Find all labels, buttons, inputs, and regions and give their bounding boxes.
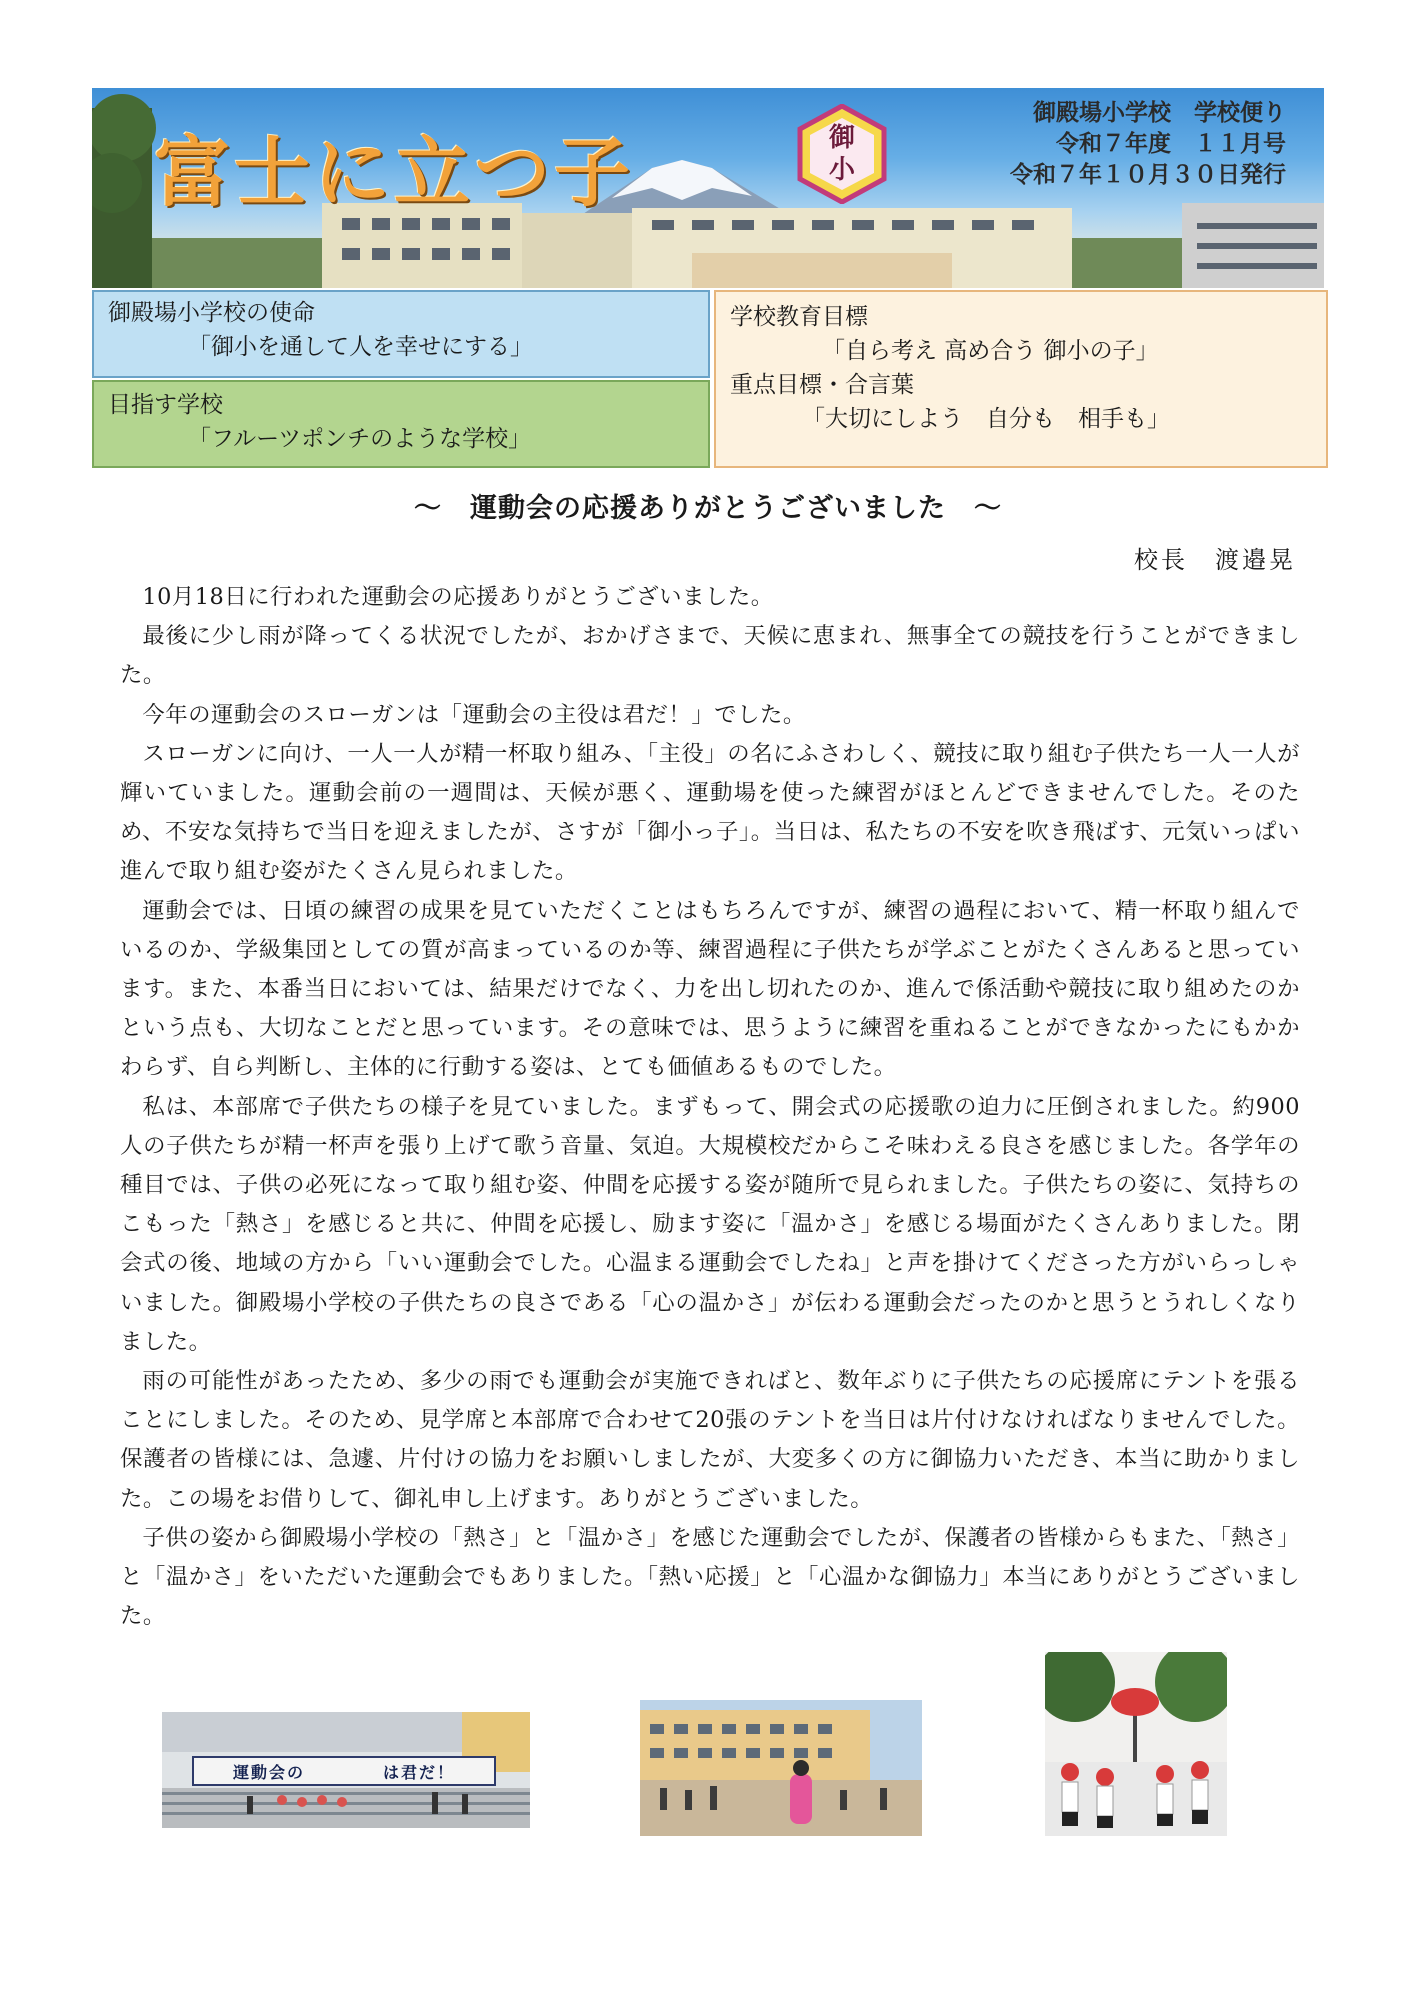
sports-day-slogan-banner — [192, 1756, 496, 1786]
focus-text: 「大切にしよう 自分も 相手も」 — [802, 406, 1170, 432]
newsletter-title: 富士に立つ子 — [154, 128, 634, 217]
aim-text: 「フルーツポンチのような学校」 — [188, 426, 532, 452]
emblem-bottom-char: 小 — [828, 155, 855, 185]
emblem-top-char: 御 — [828, 123, 855, 153]
slogan-right: は君だ！ — [382, 1762, 455, 1782]
article-paragraph: スローガンに向け、一人一人が精一杯取り組み、「主役」の名にふさわしく、競技に取り組む子供たち一人一人が輝いていました。運動会前の一週間は、天候が悪く、運動場を使った練習がほとんどできませんでした。そのため、不安な気持ちで当日を迎えましたが、さすが「御小っ子」。当日は、私たちの不安を吹き飛ばす、元気いっぱい進んで取り組む姿がたくさん見られました。 — [120, 740, 1300, 885]
issue-info — [1010, 98, 1286, 191]
article-paragraph: 今年の運動会のスローガンは「運動会の主役は君だ！」でした。 — [142, 701, 806, 728]
slogan-left: 運動会の — [232, 1762, 305, 1782]
article-paragraph: 私は、本部席で子供たちの様子を見ていました。まずもって、開会式の応援歌の迫力に圧倒されました。約900人の子供たちが精一杯声を張り上げて歌う音量、気迫。大規模校だからこそ味わえる良さを感じました。各学年の種目では、子供の必死になって取り組む姿、仲間を応援する姿が随所で見られました。子供たちの姿に、気持ちのこもった「熱さ」を感じると共に、仲間を応援し、励ます姿に「温かさ」を感じる場面がたくさんありました。閉会式の後、地域の方から「いい運動会でした。心温まる運動会でしたね」と声を掛けてくださった方がいらっしゃいました。御殿場小学校の子供たちの良さである「心の温かさ」が伝わる運動会だったのかと思うとうれしくなりました。 — [120, 1093, 1300, 1355]
article-paragraph: 10月18日に行われた運動会の応援ありがとうございました。 — [142, 584, 774, 610]
article-paragraph: 最後に少し雨が降ってくる状況でしたが、おかげさまで、天候に恵まれ、無事全ての競技を行うことができました。 — [120, 623, 1300, 689]
sports-day-field-photo — [640, 1700, 922, 1836]
education-goal-box — [714, 290, 1328, 468]
sports-day-ball-toss-photo — [1045, 1652, 1227, 1836]
mission-text: 「御小を通して人を幸せにする」 — [188, 334, 533, 360]
issue-number-line: 令和７年度 １１月号 — [1056, 131, 1286, 157]
article-author: 校長 渡邉晃 — [1134, 546, 1296, 574]
article-body — [120, 578, 1300, 1636]
article-headline: ～ 運動会の応援ありがとうございました ～ — [414, 493, 1002, 524]
article-paragraph: 運動会では、日頃の練習の成果を見ていただくことはもちろんですが、練習の過程において、精一杯取り組んでいるのか、学級集団としての質が高まっているのか等、練習過程に子供たちが学ぶことがたくさんあると思っています。また、本番当日においては、結果だけでなく、力を出し切れたのか、進んで係活動や競技に取り組めたのかという点も、大切なことだと思っています。その意味では、思うように練習を重ねることができなかったにもかかわらず、自ら判断し、主体的に行動する姿は、とても価値あるものでした。 — [120, 897, 1300, 1081]
school-mission-box — [92, 290, 710, 378]
masthead-banner — [92, 88, 1324, 288]
school-name-line: 御殿場小学校 学校便り — [1033, 100, 1286, 126]
aim-heading: 目指す学校 — [108, 392, 223, 418]
goal-text: 「自ら考え 高め合う 御小の子」 — [822, 338, 1159, 364]
sports-day-banner-photo — [162, 1712, 530, 1828]
mission-heading: 御殿場小学校の使命 — [108, 300, 315, 326]
publish-date-line: 令和７年１０月３０日発行 — [1010, 162, 1286, 188]
article-paragraph: 雨の可能性があったため、多少の雨でも運動会が実施できればと、数年ぶりに子供たちの応援席にテントを張ることにしました。そのため、見学席と本部席で合わせて20張のテントを当日は片付けなければなりませんでした。保護者の皆様には、急遽、片付けの協力をお願いしましたが、大変多くの方に御協力いただき、本当に助かりました。この場をお借りして、御礼申し上げます。ありがとうございました。 — [120, 1368, 1300, 1512]
goal-heading: 学校教育目標 — [730, 304, 868, 330]
school-aim-box — [92, 380, 710, 468]
school-emblem-icon — [792, 104, 892, 204]
article-paragraph: 子供の姿から御殿場小学校の「熱さ」と「温かさ」を感じた運動会でしたが、保護者の皆様からもまた、「熱さ」と「温かさ」をいただいた運動会でもありました。「熱い応援」と「心温かな御協力」本当にありがとうございました。 — [120, 1524, 1300, 1630]
focus-heading: 重点目標・合言葉 — [730, 372, 914, 398]
